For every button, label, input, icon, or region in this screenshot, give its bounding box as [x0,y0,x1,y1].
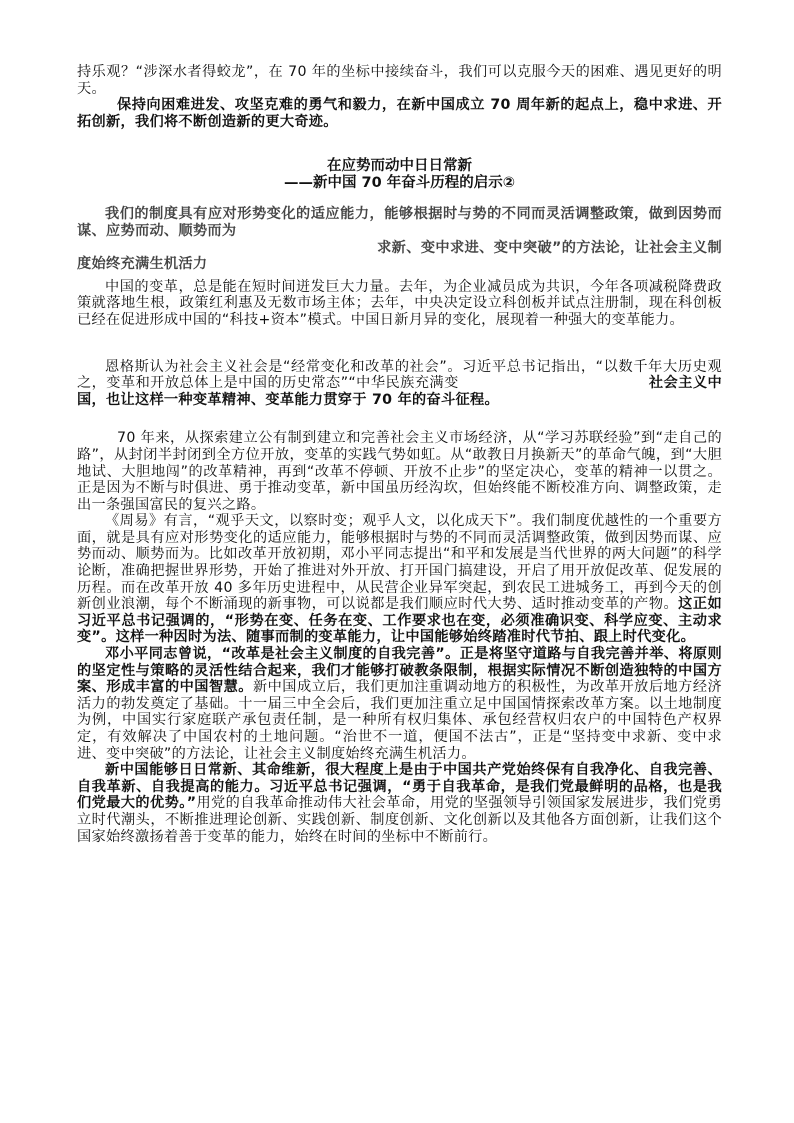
article-title: 在应势而动中日日常新 [327,158,472,175]
paragraph-8 [77,646,722,762]
paragraph-9 [77,762,722,845]
lead-paragraph [77,206,722,272]
paragraph-6: 70 年来，从探索建立公有制到建立和完善社会主义市场经济，从“学习苏联经验”到“走自己的路”，从封闭半封闭到全方位开放，变革的实践气势如虹。从“敢教日月换新天”的革命气魄，到“大胆地试、大胆地闯”的改革精神，再到“改革不停顿、开放不止步”的坚定决心，变革的精神一以贯之。正是因为不断与时俱进、勇于推动变革，新中国虽历经沟坎，但始终能不断校准方向、调整政策，走出一条强国富民的复兴之路。 [77,430,722,513]
paragraph-8-part-2: 新中国成立后，我们更加注重调动地方的积极性，为改革开放后地方经济活力的勃发奠定了基础。十一届三中全会后，我们更加注重立足中国国情探索改革方案。以土地制度为例，中国实行家庭联产承包责任制，是一种所有权归集体、承包经营权归农户的中国特色产权界定，有效解决了中国农村的土地问题。“治世不一道，便国不法古”，正是“坚持变中求新、变中求进、变中突破”的方法论，让社会主义制度始终充满生机活力。 [77,679,722,762]
paragraph-7-part-2: 这正如习近平总书记强调的，“形势在变、任务在变、工作要求也在变，必须准确识变、科学应变、主动求变”。这样一种因时为法、随事而制的变革能力，让中国能够始终踏准时代节拍、跟上时代变化。 [77,596,722,646]
paragraph-1: 持乐观？“涉深水者得蛟龙”，在 70 年的坐标中接续奋斗，我们可以克服今天的困难、遇见更好的明天。 [77,64,722,97]
document-body [77,64,722,845]
paragraph-9-part-1: 新中国能够日日常新、其命维新，很大程度上是由于中国共产党始终保有自我净化、自我完善、自我革新、自我提高的能力。习近平总书记强调，“勇于自我革命，是我们党最鲜明的品格，也是我们党最大的优势。” [77,762,722,812]
paragraph-5 [77,359,722,409]
paragraph-7 [77,513,722,646]
paragraph-9-part-2: 用党的自我革命推动伟大社会革命，用党的坚强领导引领国家发展进步，我们党勇立时代潮头，不断推进理论创新、实践创新、制度创新、文化创新以及其他各方面创新，让我们这个国家始终激扬着善于变革的能力，始终在时间的坐标中不断前行。 [77,795,722,845]
paragraph-7-part-1: 《周易》有言，“观乎天文，以察时变；观乎人文，以化成天下”。我们制度优越性的一个重要方面，就是具有应对形势变化的适应能力，能够根据时与势的不同而灵活调整政策，做到因势而谋、应势而动、顺势而为。比如改革开放初期，邓小平同志提出“和平和发展是当代世界的两大问题”的科学论断，准确把握世界形势，开始了推进对外开放、打开国门搞建设，开启了用开放促改革、促发展的历程。而在改革开放 40 多年历史进程中，从民营企业异军突起，到农民工进城务工，再到今天的创新创业浪潮，每个不断涌现的新事物，可以说都是我们顺应时代大势、适时推动变革的产物。 [77,513,722,613]
paragraph-5-part-1: 恩格斯认为社会主义社会是“经常变化和改革的社会”。习近平总书记指出，“以数千年大历史观之，变革和开放总体上是中国的历史常态”“中华民族充满变 [77,358,722,392]
paragraph-5-part-2: 社会主义中国，也让这样一种变革精神、变革能力贯穿于 70 年的奋斗征程。 [77,375,722,408]
lead-paragraph-part-2: 求新、变中求进、变中突破”的方法论，让社会主义制度始终充满生机活力 [77,239,722,273]
paragraph-2: 保持向困难进发、攻坚克难的勇气和毅力，在新中国成立 70 周年新的起点上，稳中求进、开拓创新，我们将不断创造新的更大奇迹。 [77,97,722,130]
article-subtitle: ——新中国 70 年奋斗历程的启示② [283,175,516,192]
paragraph-8-part-1: 邓小平同志曾说，“改革是社会主义制度的自我完善”。正是将坚守道路与自我完善并举、将原则的坚定性与策略的灵活性结合起来，我们才能够打破教条限制，根据实际情况不断创造独特的中国方案、形成丰富的中国智慧。 [77,646,722,696]
lead-paragraph-part-1: 我们的制度具有应对形势变化的适应能力，能够根据时与势的不同而灵活调整政策，做到因势而谋、应势而动、顺势而为 [77,206,722,239]
paragraph-4: 中国的变革，总是能在短时间迸发巨大力量。去年，为企业减员成为共识，今年各项减税降费政策就落地生根，政策红利惠及无数市场主体；去年，中央决定设立科创板并试点注册制，现在科创板已经在促进形成中国的“科技+资本”模式。中国日新月异的变化，展现着一种强大的变革能力。 [77,278,722,328]
